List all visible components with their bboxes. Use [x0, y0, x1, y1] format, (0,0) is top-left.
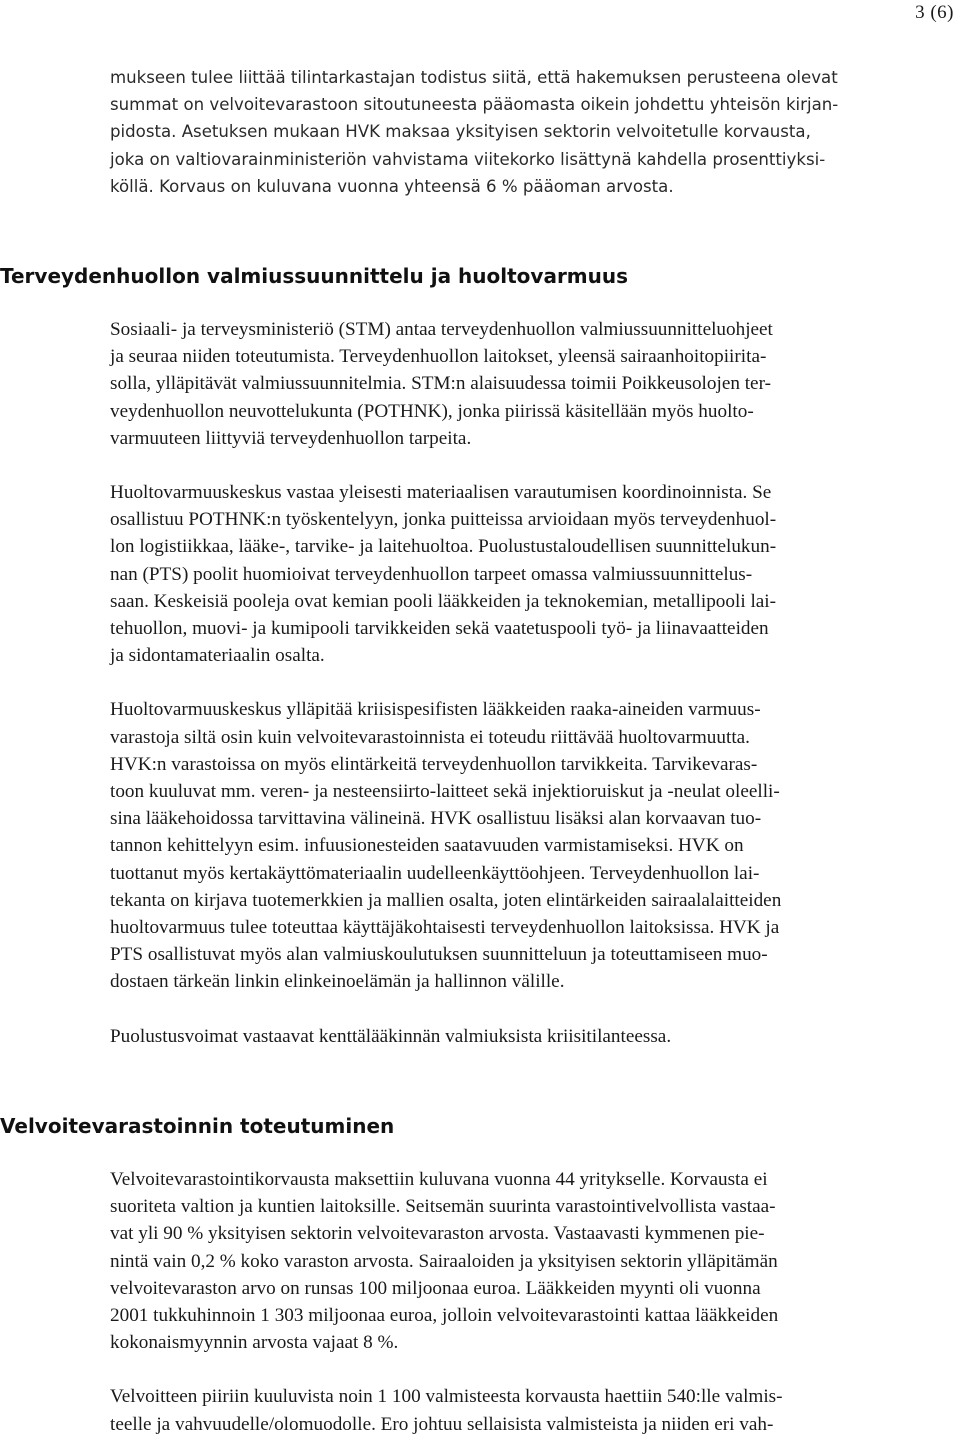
- paragraph: [110, 1023, 952, 1050]
- paragraph: [110, 316, 952, 452]
- text-line: PTS osallistuvat myös alan valmiuskoulutuksen suunnitteluun ja toteuttamiseen muo-: [110, 944, 768, 966]
- text-line: varmuuteen liittyviä terveydenhuollon tarpeita.: [110, 427, 472, 449]
- text-line: tuottanut myös kertakäyttömateriaalin uudelleenkäyttöohjeen. Terveydenhuollon lai-: [110, 862, 760, 884]
- text-line: teelle ja vahvuudelle/olomuodolle. Ero johtuu sellaisista valmisteista ja niiden eri vah-: [110, 1413, 774, 1435]
- text-line: Puolustusvoimat vastaavat kenttälääkinnän valmiuksista kriisitilanteessa.: [110, 1025, 672, 1047]
- text-line: Velvoitevarastointikorvausta maksettiin kuluvana vuonna 44 yritykselle. Korvausta ei: [110, 1168, 768, 1190]
- text-line: Huoltovarmuuskeskus vastaa yleisesti materiaalisen varautumisen koordinoinnista. Se: [110, 482, 772, 504]
- text-line: kokonaismyynnin arvosta vajaat 8 %.: [110, 1332, 399, 1354]
- text-line: ja seuraa niiden toteutumista. Terveydenhuollon laitokset, yleensä sairaanhoitopiirita-: [110, 346, 767, 368]
- text-line: nintä vain 0,2 % koko varaston arvosta. Sairaaloiden ja yksityisen sektorin ylläpitämän: [110, 1250, 778, 1272]
- text-line: velvoitevaraston arvo on runsas 100 miljoonaa euroa. Lääkkeiden myynti oli vuonna: [110, 1277, 761, 1299]
- text-line: Velvoitteen piiriin kuuluvista noin 1 100 valmisteesta korvausta haettiin 540:lle valmis-: [110, 1386, 783, 1408]
- text-line: nan (PTS) poolit huomioivat terveydenhuollon tarpeet omassa valmiussuunnittelus-: [110, 563, 753, 585]
- paragraph: [110, 479, 952, 669]
- text-line: toon kuuluvat mm. veren- ja nesteensiirto-laitteet sekä injektioruiskut ja -neulat oleelli-: [110, 781, 780, 803]
- document-body: [0, 64, 952, 1438]
- text-line: vat yli 90 % yksityisen sektorin velvoitevaraston arvosta. Vastaavasti kymmenen pie-: [110, 1223, 765, 1245]
- text-line: tehuollon, muovi- ja kumipooli tarvikkeiden sekä vaatetuspooli työ- ja liinavaatteiden: [110, 618, 769, 640]
- section-heading: Velvoitevarastoinnin toteutuminen: [0, 1113, 395, 1138]
- text-line: Huoltovarmuuskeskus ylläpitää kriisispesifisten lääkkeiden raaka-aineiden varmuus-: [110, 699, 761, 721]
- text-line: osallistuu POTHNK:n työskentelyyn, jonka puitteissa arvioidaan myös terveydenhuol-: [110, 509, 777, 531]
- text-line: solla, ylläpitävät valmiussuunnitelmia. STM:n alaisuudessa toimii Poikkeusolojen ter-: [110, 373, 771, 395]
- text-line: tannon kehittelyyn esim. infuusionesteiden saatavuuden varmistamiseksi. HVK on: [110, 835, 744, 857]
- text-line: HVK:n varastoissa on myös elintärkeitä terveydenhuollon tarvikkeita. Tarvikevaras-: [110, 753, 758, 775]
- text-line: sina lääkehoidossa tarvittavina välineinä. HVK osallistuu lisäksi alan korvaavan tuo-: [110, 808, 762, 830]
- text-line: Sosiaali- ja terveysministeriö (STM) antaa terveydenhuollon valmiussuunnitteluohjeet: [110, 319, 773, 341]
- paragraph: [110, 696, 952, 995]
- intro-paragraph: [110, 64, 952, 200]
- text-line: suoriteta valtion ja kuntien laitoksille. Seitsemän suurinta varastointivelvollista vastaa-: [110, 1196, 776, 1218]
- page-number: 3 (6): [915, 2, 954, 23]
- text-line: mukseen tulee liittää tilintarkastajan todistus siitä, että hakemuksen perusteena olevat: [110, 68, 838, 87]
- paragraph: [110, 1166, 952, 1356]
- text-line: tekanta on kirjava tuotemerkkien ja mallien osalta, joten elintärkeiden sairaalalaitteiden: [110, 889, 782, 911]
- text-line: varastoja siltä osin kuin velvoitevarastoinnista ei toteudu riittävää huoltovarmuutta.: [110, 726, 750, 748]
- paragraph: [110, 1383, 952, 1437]
- text-line: huoltovarmuus tulee toteuttaa käyttäjäkohtaisesti terveydenhuollon laitoksissa. HVK ja: [110, 917, 780, 939]
- text-line: veydenhuollon neuvottelukunta (POTHNK), jonka piirissä käsitellään myös huolto-: [110, 400, 754, 422]
- text-line: dostaen tärkeän linkin elinkeinoelämän ja hallinnon välille.: [110, 971, 565, 993]
- text-line: joka on valtiovarainministeriön vahvistama viitekorko lisättynä kahdella prosenttiyksi-: [110, 149, 826, 169]
- text-line: lon logistiikkaa, lääke-, tarvike- ja laitehuoltoa. Puolustustaloudellisen suunnittelukun-: [110, 536, 777, 558]
- text-line: pidosta. Asetuksen mukaan HVK maksaa yksityisen sektorin velvoitetulle korvausta,: [110, 122, 811, 142]
- section-heading: Terveydenhuollon valmiussuunnittelu ja huoltovarmuus: [0, 264, 629, 289]
- text-line: saan. Keskeisiä pooleja ovat kemian pooli lääkkeiden ja teknokemian, metallipooli lai-: [110, 590, 777, 612]
- text-line: summat on velvoitevarastoon sitoutuneesta pääomasta oikein johdettu yhteisön kirjan-: [110, 95, 839, 115]
- text-line: 2001 tukkuhinnoin 1 303 miljoonaa euroa, jolloin velvoitevarastointi kattaa lääkkeiden: [110, 1304, 779, 1326]
- text-line: ja sidontamateriaalin osalta.: [110, 645, 325, 667]
- text-line: köllä. Korvaus on kuluvana vuonna yhteensä 6 % pääoman arvosta.: [110, 176, 674, 196]
